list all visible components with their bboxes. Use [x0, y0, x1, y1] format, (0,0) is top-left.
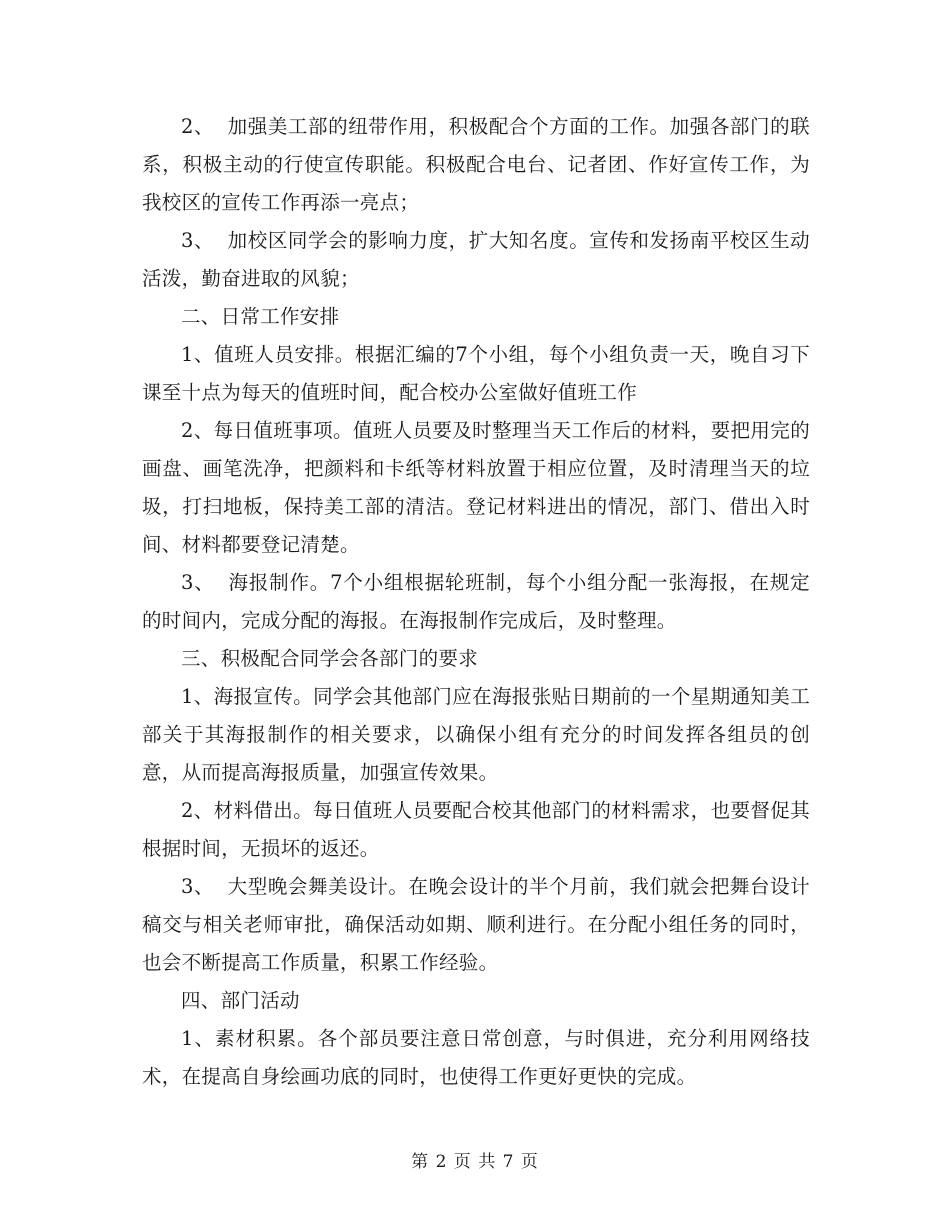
- section-heading: 二、日常工作安排: [181, 305, 340, 328]
- paragraph-item: 2、每日值班事项。值班人员要及时整理当天工作后的材料，要把用完的画盘、画笔洗净，把颜料和卡纸等材料放置于相应位置，及时清理当天的垃圾，打扫地板，保持美工部的清洁。登记材料进出的情况，部门、借出入时间、材料都要登记清楚。: [142, 419, 810, 556]
- paragraph-item: 2、材料借出。每日值班人员要配合校其他部门的材料需求，也要督促其根据时间，无损坏的返还。: [142, 799, 810, 860]
- paragraph-item: 2、 加强美工部的纽带作用，积极配合个方面的工作。加强各部门的联系，积极主动的行使宣传职能。积极配合电台、记者团、作好宣传工作，为我校区的宣传工作再添一亮点；: [142, 115, 810, 214]
- paragraph-item: 1、值班人员安排。根据汇编的7个小组，每个小组负责一天，晚自习下课至十点为每天的值班时间，配合校办公室做好值班工作: [142, 343, 810, 404]
- paragraph-item: 1、素材积累。各个部员要注意日常创意，与时俱进，充分利用网络技术，在提高自身绘画功底的同时，也使得工作更好更快的完成。: [142, 1027, 810, 1088]
- paragraph-item: 3、 海报制作。7个小组根据轮班制，每个小组分配一张海报，在规定的时间内，完成分配的海报。在海报制作完成后，及时整理。: [142, 571, 810, 632]
- section-heading: 四、部门活动: [181, 989, 300, 1012]
- paragraph-item: 3、 加校区同学会的影响力度，扩大知名度。宣传和发扬南平校区生动活泼，勤奋进取的风貌；: [142, 229, 810, 290]
- page-number-footer: 第 2 页 共 7 页: [411, 1152, 539, 1172]
- paragraph-item: 1、海报宣传。同学会其他部门应在海报张贴日期前的一个星期通知美工部关于其海报制作的相关要求，以确保小组有充分的时间发挥各组员的创意，从而提高海报质量，加强宣传效果。: [142, 685, 810, 784]
- document-body: [142, 108, 810, 1096]
- paragraph-item: 3、 大型晚会舞美设计。在晚会设计的半个月前，我们就会把舞台设计稿交与相关老师审批，确保活动如期、顺利进行。在分配小组任务的同时，也会不断提高工作质量，积累工作经验。: [142, 875, 810, 974]
- section-heading: 三、积极配合同学会各部门的要求: [181, 647, 479, 670]
